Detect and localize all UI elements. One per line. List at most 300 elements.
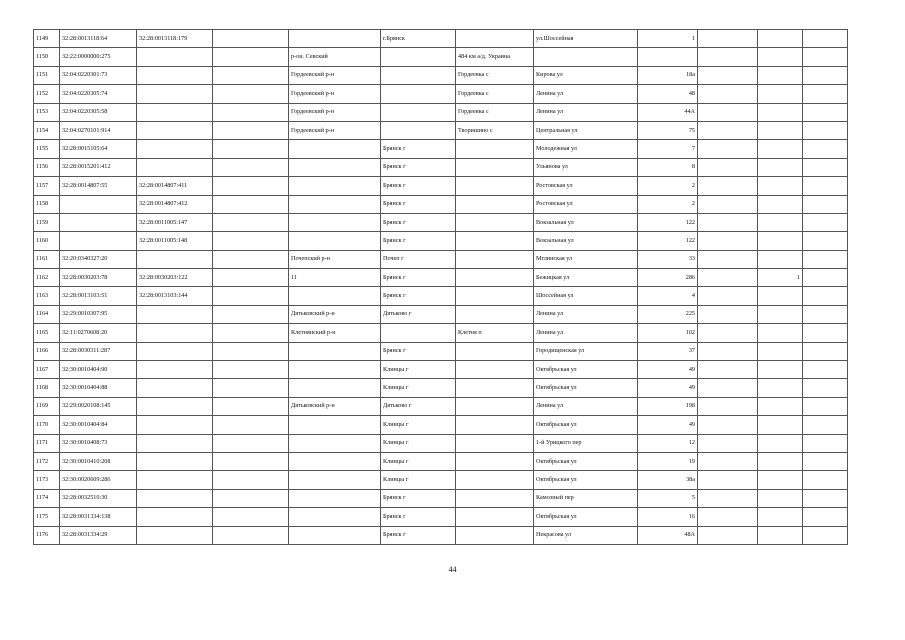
city-cell: Брянск г bbox=[381, 232, 456, 250]
settlement-cell bbox=[456, 158, 534, 176]
house-number-cell: 12 bbox=[638, 434, 698, 452]
district-cell bbox=[289, 232, 381, 250]
table-row bbox=[34, 508, 848, 526]
house-number-cell: 102 bbox=[638, 324, 698, 342]
extra-cell-cell bbox=[213, 269, 289, 287]
city-cell: Брянск г bbox=[381, 269, 456, 287]
street-cell: Ленина ул bbox=[534, 305, 638, 323]
city-cell: Клинцы г bbox=[381, 416, 456, 434]
extra-cell-cell: 1 bbox=[758, 269, 803, 287]
house-number-cell: 8 bbox=[638, 158, 698, 176]
extra-cell-cell bbox=[698, 342, 758, 360]
cadastral-number-cell: 32:04:0270101:914 bbox=[60, 121, 137, 139]
settlement-cell bbox=[456, 250, 534, 268]
house-number-cell: 1 bbox=[638, 30, 698, 48]
extra-cell-cell bbox=[803, 471, 848, 489]
cadastral-number-cell: 32:30:0010404:88 bbox=[60, 379, 137, 397]
extra-cell-cell bbox=[213, 489, 289, 507]
linked-cadastral-number-cell bbox=[137, 305, 213, 323]
district-cell: р-он. Севский bbox=[289, 48, 381, 66]
extra-cell-cell bbox=[758, 177, 803, 195]
district-cell bbox=[289, 416, 381, 434]
linked-cadastral-number-cell bbox=[137, 508, 213, 526]
registry-table bbox=[33, 29, 848, 545]
cadastral-number-cell bbox=[60, 213, 137, 231]
extra-cell-cell bbox=[213, 66, 289, 84]
city-cell: Брянск г bbox=[381, 177, 456, 195]
row-index-cell: 1175 bbox=[34, 508, 60, 526]
extra-cell-cell bbox=[698, 250, 758, 268]
linked-cadastral-number-cell: 32:28:0030203:122 bbox=[137, 269, 213, 287]
district-cell: Гордеевский р-н bbox=[289, 66, 381, 84]
house-number-cell: 5 bbox=[638, 489, 698, 507]
settlement-cell bbox=[456, 434, 534, 452]
settlement-cell bbox=[456, 177, 534, 195]
cadastral-number-cell: 32:30:0010404:84 bbox=[60, 416, 137, 434]
district-cell bbox=[289, 177, 381, 195]
street-cell: Городищенская ул bbox=[534, 342, 638, 360]
district-cell bbox=[289, 342, 381, 360]
street-cell: Октябрьская ул bbox=[534, 452, 638, 470]
extra-cell-cell bbox=[803, 66, 848, 84]
district-cell: Гордеевский р-н bbox=[289, 103, 381, 121]
linked-cadastral-number-cell bbox=[137, 103, 213, 121]
settlement-cell: 484 км а/д. Украина bbox=[456, 48, 534, 66]
city-cell: Клинцы г bbox=[381, 452, 456, 470]
cadastral-number-cell: 32:28:0013103:51 bbox=[60, 287, 137, 305]
extra-cell-cell bbox=[758, 452, 803, 470]
extra-cell-cell bbox=[758, 250, 803, 268]
street-cell: Ульянова ул bbox=[534, 158, 638, 176]
settlement-cell bbox=[456, 195, 534, 213]
extra-cell-cell bbox=[213, 195, 289, 213]
extra-cell-cell bbox=[803, 195, 848, 213]
extra-cell-cell bbox=[803, 269, 848, 287]
extra-cell-cell bbox=[213, 121, 289, 139]
extra-cell-cell bbox=[698, 416, 758, 434]
district-cell bbox=[289, 30, 381, 48]
district-cell bbox=[289, 471, 381, 489]
linked-cadastral-number-cell: 32:28:0013103:144 bbox=[137, 287, 213, 305]
extra-cell-cell bbox=[758, 287, 803, 305]
cadastral-number-cell: 32:20:0340327:20 bbox=[60, 250, 137, 268]
linked-cadastral-number-cell bbox=[137, 250, 213, 268]
house-number-cell: 16 bbox=[638, 508, 698, 526]
street-cell: Бежицкая ул bbox=[534, 269, 638, 287]
row-index-cell: 1153 bbox=[34, 103, 60, 121]
city-cell: Брянск г bbox=[381, 158, 456, 176]
row-index-cell: 1169 bbox=[34, 397, 60, 415]
extra-cell-cell bbox=[698, 452, 758, 470]
row-index-cell: 1152 bbox=[34, 85, 60, 103]
table-row bbox=[34, 269, 848, 287]
settlement-cell bbox=[456, 269, 534, 287]
district-cell bbox=[289, 361, 381, 379]
district-cell bbox=[289, 379, 381, 397]
table-row bbox=[34, 48, 848, 66]
settlement-cell bbox=[456, 140, 534, 158]
extra-cell-cell bbox=[758, 232, 803, 250]
city-cell: Дятьково г bbox=[381, 305, 456, 323]
district-cell bbox=[289, 195, 381, 213]
street-cell: Молодежная ул bbox=[534, 140, 638, 158]
settlement-cell bbox=[456, 342, 534, 360]
district-cell bbox=[289, 434, 381, 452]
district-cell bbox=[289, 158, 381, 176]
table-row bbox=[34, 232, 848, 250]
table-row bbox=[34, 305, 848, 323]
extra-cell-cell bbox=[758, 471, 803, 489]
registry-table-body bbox=[34, 30, 848, 545]
cadastral-number-cell bbox=[60, 195, 137, 213]
table-row bbox=[34, 452, 848, 470]
row-index-cell: 1151 bbox=[34, 66, 60, 84]
cadastral-number-cell: 32:30:0020609:286 bbox=[60, 471, 137, 489]
linked-cadastral-number-cell: 32:28:0014807:412 bbox=[137, 195, 213, 213]
extra-cell-cell bbox=[213, 232, 289, 250]
settlement-cell: Гордеевка с bbox=[456, 85, 534, 103]
settlement-cell: Клетня п bbox=[456, 324, 534, 342]
settlement-cell: Гордеевка с bbox=[456, 66, 534, 84]
extra-cell-cell bbox=[698, 103, 758, 121]
cadastral-number-cell: 32:28:0030311:287 bbox=[60, 342, 137, 360]
extra-cell-cell bbox=[758, 30, 803, 48]
district-cell bbox=[289, 287, 381, 305]
city-cell: Клинцы г bbox=[381, 434, 456, 452]
linked-cadastral-number-cell: 32:28:0011005:148 bbox=[137, 232, 213, 250]
cadastral-number-cell: 32:28:0015201:412 bbox=[60, 158, 137, 176]
row-index-cell: 1173 bbox=[34, 471, 60, 489]
city-cell bbox=[381, 103, 456, 121]
settlement-cell bbox=[456, 232, 534, 250]
linked-cadastral-number-cell bbox=[137, 379, 213, 397]
cadastral-number-cell: 32:28:0015105:64 bbox=[60, 140, 137, 158]
city-cell: Брянск г bbox=[381, 287, 456, 305]
cadastral-number-cell: 32:28:0014807:55 bbox=[60, 177, 137, 195]
linked-cadastral-number-cell bbox=[137, 452, 213, 470]
district-cell: Дятьковский р-н bbox=[289, 397, 381, 415]
extra-cell-cell bbox=[803, 140, 848, 158]
linked-cadastral-number-cell bbox=[137, 324, 213, 342]
extra-cell-cell bbox=[698, 489, 758, 507]
extra-cell-cell bbox=[698, 232, 758, 250]
extra-cell-cell bbox=[698, 85, 758, 103]
street-cell: Вокзальная ул bbox=[534, 213, 638, 231]
row-index-cell: 1162 bbox=[34, 269, 60, 287]
row-index-cell: 1159 bbox=[34, 213, 60, 231]
table-row bbox=[34, 342, 848, 360]
settlement-cell bbox=[456, 30, 534, 48]
street-cell: ул.Шоссейная bbox=[534, 30, 638, 48]
street-cell: 1-й Урицкого пер bbox=[534, 434, 638, 452]
extra-cell-cell bbox=[698, 526, 758, 544]
settlement-cell: Гордеевка с bbox=[456, 103, 534, 121]
extra-cell-cell bbox=[698, 195, 758, 213]
city-cell bbox=[381, 48, 456, 66]
extra-cell-cell bbox=[698, 177, 758, 195]
street-cell: Мглинская ул bbox=[534, 250, 638, 268]
extra-cell-cell bbox=[803, 452, 848, 470]
table-row bbox=[34, 140, 848, 158]
extra-cell-cell bbox=[698, 324, 758, 342]
settlement-cell bbox=[456, 471, 534, 489]
house-number-cell: 286 bbox=[638, 269, 698, 287]
house-number-cell: 49 bbox=[638, 361, 698, 379]
row-index-cell: 1171 bbox=[34, 434, 60, 452]
extra-cell-cell bbox=[758, 397, 803, 415]
extra-cell-cell bbox=[213, 287, 289, 305]
extra-cell-cell bbox=[803, 177, 848, 195]
cadastral-number-cell: 32:28:0013118:64 bbox=[60, 30, 137, 48]
extra-cell-cell bbox=[803, 397, 848, 415]
extra-cell-cell bbox=[698, 158, 758, 176]
settlement-cell bbox=[456, 526, 534, 544]
extra-cell-cell bbox=[213, 416, 289, 434]
extra-cell-cell bbox=[803, 30, 848, 48]
district-cell bbox=[289, 508, 381, 526]
settlement-cell bbox=[456, 305, 534, 323]
extra-cell-cell bbox=[698, 48, 758, 66]
extra-cell-cell bbox=[758, 85, 803, 103]
extra-cell-cell bbox=[758, 324, 803, 342]
cadastral-number-cell: 32:04:0220305:58 bbox=[60, 103, 137, 121]
extra-cell-cell bbox=[758, 140, 803, 158]
extra-cell-cell bbox=[758, 213, 803, 231]
city-cell: Почеп г bbox=[381, 250, 456, 268]
table-row bbox=[34, 103, 848, 121]
city-cell: Брянск г bbox=[381, 508, 456, 526]
house-number-cell: 122 bbox=[638, 232, 698, 250]
city-cell: Брянск г bbox=[381, 195, 456, 213]
settlement-cell bbox=[456, 287, 534, 305]
extra-cell-cell bbox=[213, 508, 289, 526]
street-cell: Ленина ул bbox=[534, 397, 638, 415]
extra-cell-cell bbox=[698, 434, 758, 452]
house-number-cell: 198 bbox=[638, 397, 698, 415]
extra-cell-cell bbox=[698, 121, 758, 139]
extra-cell-cell bbox=[698, 213, 758, 231]
table-row bbox=[34, 397, 848, 415]
extra-cell-cell bbox=[803, 250, 848, 268]
settlement-cell bbox=[456, 213, 534, 231]
street-cell: Октябрьская ул bbox=[534, 361, 638, 379]
house-number-cell: 48А bbox=[638, 526, 698, 544]
cadastral-number-cell: 32:22:0000000:275 bbox=[60, 48, 137, 66]
settlement-cell bbox=[456, 508, 534, 526]
linked-cadastral-number-cell bbox=[137, 434, 213, 452]
extra-cell-cell bbox=[803, 508, 848, 526]
row-index-cell: 1154 bbox=[34, 121, 60, 139]
city-cell: Брянск г bbox=[381, 140, 456, 158]
extra-cell-cell bbox=[213, 361, 289, 379]
house-number-cell: 7 bbox=[638, 140, 698, 158]
street-cell bbox=[534, 48, 638, 66]
extra-cell-cell bbox=[213, 471, 289, 489]
house-number-cell bbox=[638, 48, 698, 66]
table-row bbox=[34, 361, 848, 379]
cadastral-number-cell: 32:30:0010404:90 bbox=[60, 361, 137, 379]
extra-cell-cell bbox=[803, 526, 848, 544]
row-index-cell: 1156 bbox=[34, 158, 60, 176]
table-row bbox=[34, 30, 848, 48]
extra-cell-cell bbox=[213, 48, 289, 66]
cadastral-number-cell: 32:30:0010408:73 bbox=[60, 434, 137, 452]
extra-cell-cell bbox=[698, 305, 758, 323]
settlement-cell bbox=[456, 361, 534, 379]
house-number-cell: 19 bbox=[638, 452, 698, 470]
district-cell bbox=[289, 489, 381, 507]
extra-cell-cell bbox=[213, 324, 289, 342]
cadastral-number-cell: 32:30:0010410:208 bbox=[60, 452, 137, 470]
district-cell: Дятьковский р-н bbox=[289, 305, 381, 323]
house-number-cell: 75 bbox=[638, 121, 698, 139]
extra-cell-cell bbox=[758, 66, 803, 84]
extra-cell-cell bbox=[698, 269, 758, 287]
row-index-cell: 1172 bbox=[34, 452, 60, 470]
extra-cell-cell bbox=[213, 213, 289, 231]
linked-cadastral-number-cell bbox=[137, 48, 213, 66]
extra-cell-cell bbox=[213, 250, 289, 268]
row-index-cell: 1158 bbox=[34, 195, 60, 213]
extra-cell-cell bbox=[698, 379, 758, 397]
table-row bbox=[34, 195, 848, 213]
city-cell bbox=[381, 85, 456, 103]
row-index-cell: 1155 bbox=[34, 140, 60, 158]
house-number-cell: 4 bbox=[638, 287, 698, 305]
table-row bbox=[34, 471, 848, 489]
linked-cadastral-number-cell bbox=[137, 342, 213, 360]
extra-cell-cell bbox=[698, 66, 758, 84]
extra-cell-cell bbox=[213, 158, 289, 176]
row-index-cell: 1149 bbox=[34, 30, 60, 48]
cadastral-number-cell: 32:29:0020108:145 bbox=[60, 397, 137, 415]
street-cell: Ленина ул bbox=[534, 103, 638, 121]
extra-cell-cell bbox=[758, 508, 803, 526]
row-index-cell: 1164 bbox=[34, 305, 60, 323]
extra-cell-cell bbox=[698, 30, 758, 48]
house-number-cell: 49 bbox=[638, 416, 698, 434]
house-number-cell: 122 bbox=[638, 213, 698, 231]
extra-cell-cell bbox=[213, 526, 289, 544]
extra-cell-cell bbox=[698, 361, 758, 379]
table-row bbox=[34, 434, 848, 452]
extra-cell-cell bbox=[758, 48, 803, 66]
district-cell bbox=[289, 213, 381, 231]
settlement-cell bbox=[456, 379, 534, 397]
street-cell: Кирова ул bbox=[534, 66, 638, 84]
extra-cell-cell bbox=[213, 379, 289, 397]
linked-cadastral-number-cell bbox=[137, 66, 213, 84]
extra-cell-cell bbox=[803, 361, 848, 379]
house-number-cell: 2 bbox=[638, 195, 698, 213]
city-cell: Брянск г bbox=[381, 213, 456, 231]
extra-cell-cell bbox=[758, 379, 803, 397]
extra-cell-cell bbox=[803, 324, 848, 342]
extra-cell-cell bbox=[803, 305, 848, 323]
extra-cell-cell bbox=[213, 30, 289, 48]
street-cell: Ленина ул bbox=[534, 85, 638, 103]
house-number-cell: 18а bbox=[638, 66, 698, 84]
row-index-cell: 1165 bbox=[34, 324, 60, 342]
row-index-cell: 1166 bbox=[34, 342, 60, 360]
linked-cadastral-number-cell bbox=[137, 489, 213, 507]
extra-cell-cell bbox=[803, 416, 848, 434]
street-cell: Вокзальная ул bbox=[534, 232, 638, 250]
extra-cell-cell bbox=[698, 471, 758, 489]
cadastral-number-cell: 32:04:0220301:73 bbox=[60, 66, 137, 84]
city-cell: Брянск г bbox=[381, 489, 456, 507]
row-index-cell: 1168 bbox=[34, 379, 60, 397]
extra-cell-cell bbox=[213, 305, 289, 323]
district-cell bbox=[289, 452, 381, 470]
row-index-cell: 1176 bbox=[34, 526, 60, 544]
extra-cell-cell bbox=[803, 379, 848, 397]
row-index-cell: 1167 bbox=[34, 361, 60, 379]
table-row bbox=[34, 416, 848, 434]
cadastral-number-cell bbox=[60, 232, 137, 250]
extra-cell-cell bbox=[758, 158, 803, 176]
house-number-cell: 37 bbox=[638, 342, 698, 360]
cadastral-number-cell: 32:28:0030203:78 bbox=[60, 269, 137, 287]
street-cell: Шоссейная ул bbox=[534, 287, 638, 305]
settlement-cell bbox=[456, 489, 534, 507]
extra-cell-cell bbox=[758, 361, 803, 379]
extra-cell-cell bbox=[213, 434, 289, 452]
street-cell: Октябрьская ул bbox=[534, 416, 638, 434]
page-number: 44 bbox=[448, 565, 457, 574]
extra-cell-cell bbox=[758, 305, 803, 323]
linked-cadastral-number-cell bbox=[137, 85, 213, 103]
extra-cell-cell bbox=[213, 85, 289, 103]
cadastral-number-cell: 32:04:0220305:74 bbox=[60, 85, 137, 103]
extra-cell-cell bbox=[803, 434, 848, 452]
house-number-cell: 48 bbox=[638, 85, 698, 103]
linked-cadastral-number-cell: 32:28:0011005:147 bbox=[137, 213, 213, 231]
street-cell: Октябрьская ул bbox=[534, 508, 638, 526]
linked-cadastral-number-cell bbox=[137, 471, 213, 489]
extra-cell-cell bbox=[758, 103, 803, 121]
table-row bbox=[34, 287, 848, 305]
linked-cadastral-number-cell bbox=[137, 397, 213, 415]
extra-cell-cell bbox=[698, 397, 758, 415]
row-index-cell: 1163 bbox=[34, 287, 60, 305]
street-cell: Ростовская ул bbox=[534, 195, 638, 213]
street-cell: Камозный пер bbox=[534, 489, 638, 507]
extra-cell-cell bbox=[803, 213, 848, 231]
table-row bbox=[34, 324, 848, 342]
district-cell bbox=[289, 526, 381, 544]
linked-cadastral-number-cell bbox=[137, 140, 213, 158]
table-row bbox=[34, 66, 848, 84]
linked-cadastral-number-cell bbox=[137, 158, 213, 176]
linked-cadastral-number-cell bbox=[137, 526, 213, 544]
extra-cell-cell bbox=[758, 434, 803, 452]
city-cell: Клинцы г bbox=[381, 471, 456, 489]
cadastral-number-cell: 32:28:0032510:30 bbox=[60, 489, 137, 507]
extra-cell-cell bbox=[758, 342, 803, 360]
extra-cell-cell bbox=[803, 121, 848, 139]
settlement-cell bbox=[456, 397, 534, 415]
table-row bbox=[34, 158, 848, 176]
table-row bbox=[34, 85, 848, 103]
linked-cadastral-number-cell bbox=[137, 361, 213, 379]
extra-cell-cell bbox=[698, 287, 758, 305]
extra-cell-cell bbox=[803, 342, 848, 360]
extra-cell-cell bbox=[758, 195, 803, 213]
extra-cell-cell bbox=[803, 158, 848, 176]
house-number-cell: 38а bbox=[638, 471, 698, 489]
extra-cell-cell bbox=[698, 140, 758, 158]
